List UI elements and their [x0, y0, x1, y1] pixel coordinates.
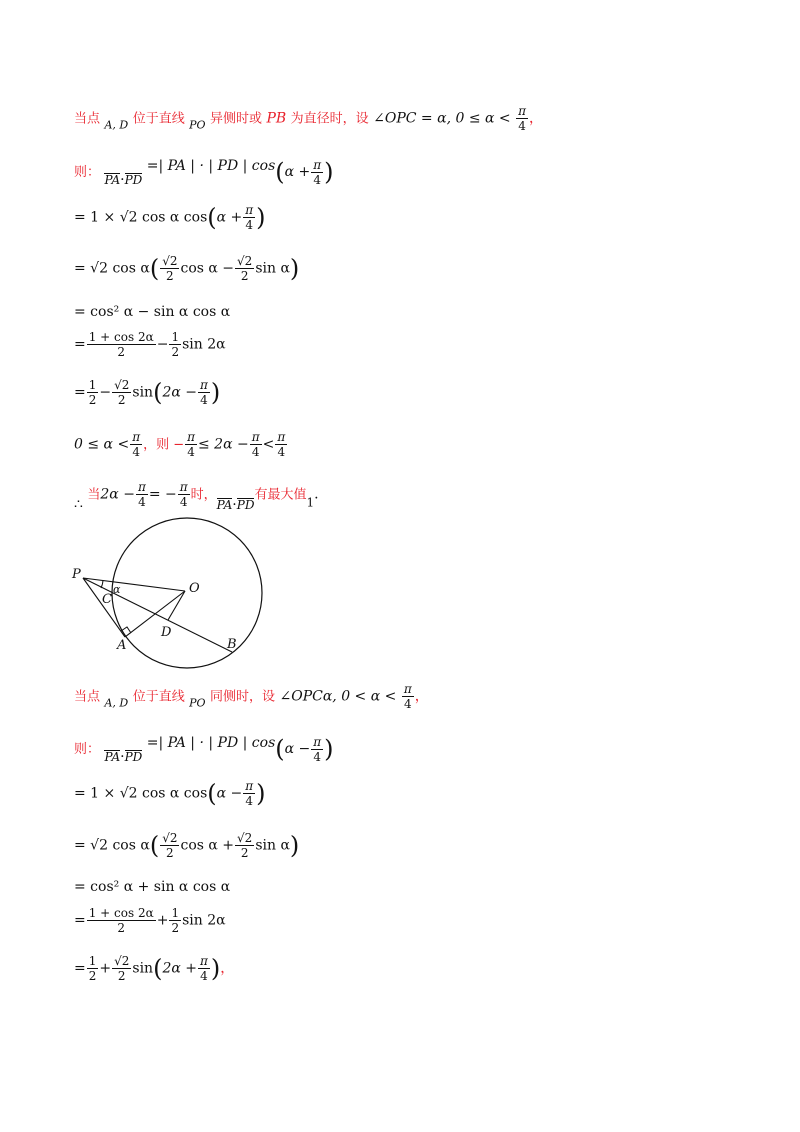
part1-eq2: = √2 cos α( $\frac{√2}{2}$ cos α − $\frac{√2}{2}$ sin α) — [74, 254, 300, 283]
text: 有最大值 — [254, 487, 307, 503]
fraction: $\frac{1}{2}$ — [88, 954, 97, 983]
fraction: $\frac{\pi}{4}$ — [132, 430, 141, 459]
expr: 0 ≤ α < — [74, 436, 130, 453]
label-A: A — [117, 638, 127, 653]
expr: = √2 cos α — [74, 260, 150, 277]
expr: α − — [216, 785, 243, 802]
points-label: A, D — [104, 696, 129, 710]
ze-label: 则： — [74, 165, 101, 180]
dot-product: PA·PD — [216, 496, 255, 513]
segment-PB — [83, 578, 232, 652]
period: . — [314, 486, 319, 503]
part1-eq0: 则： PA·PD =| PA | · | PD | cos(α + $\frac{\pi}{4}$ ) — [74, 157, 334, 188]
text: 异侧时或 — [210, 111, 263, 127]
op: − — [99, 384, 112, 401]
expr: sin α — [255, 837, 290, 854]
part1-eq1: = 1 × √2 cos α cos(α + $\frac{\pi}{4}$ ) — [74, 203, 266, 232]
points-label: A, D — [104, 118, 129, 132]
fraction: $\frac{\pi}{4}$ — [251, 430, 260, 459]
angle-def: ∠OPC = α, 0 ≤ α < — [373, 110, 511, 127]
geometry-figure — [60, 510, 290, 670]
expr: cos α + — [180, 837, 235, 854]
op: − — [156, 336, 169, 353]
expr: 2α + — [162, 960, 197, 977]
part1-eq4: = $\frac{1 + \cos 2\alpha}{2}$ − $\frac{1}{2}$ sin 2α — [74, 330, 226, 359]
part2-eq3 — [74, 878, 230, 896]
text: 为直径时，设 — [290, 111, 369, 127]
segment-OA — [125, 591, 185, 637]
expr: α + — [284, 164, 311, 180]
expr: = 1 × √2 cos α cos — [74, 785, 208, 802]
angle-arc — [101, 580, 103, 588]
fraction: $\frac{\pi}{4}$ — [245, 779, 254, 808]
part2-eq1: = 1 × √2 cos α cos(α − $\frac{\pi}{4}$ ) — [74, 779, 266, 808]
text: 同侧时，设 — [210, 689, 276, 705]
text: ，则 − — [143, 437, 185, 453]
text: 当 — [87, 487, 101, 503]
fraction: $\frac{√2}{2}$ — [162, 254, 178, 283]
expr: α − — [284, 741, 311, 757]
circle — [112, 518, 262, 668]
fraction: $\frac{\pi}{4}$ — [137, 480, 146, 509]
label-B: B — [227, 637, 237, 652]
part1-eq5: = $\frac{1}{2}$ − $\frac{√2}{2}$ sin(2α − $\frac{\pi}{4}$ ) — [74, 378, 221, 407]
fraction: $\frac{√2}{2}$ — [162, 831, 178, 860]
fraction: $\frac{√2}{2}$ — [114, 954, 130, 983]
part2-eq0: 则： PA·PD =| PA | · | PD | cos(α − $\frac{\pi}{4}$ ) — [74, 734, 334, 765]
fraction: $\frac{1 + \cos 2\alpha}{2}$ — [88, 330, 154, 359]
fraction: $\frac{\pi}{4}$ — [200, 378, 208, 407]
text: 位于直线 — [132, 689, 185, 705]
fraction: $\frac{\pi}{4}$ — [187, 430, 195, 459]
part1-conclusion — [74, 480, 319, 514]
fraction: $\frac{\pi}{4}$ — [403, 682, 412, 711]
dot-product: PA·PD — [104, 172, 143, 188]
expr: = cos² α + sin α cos α — [74, 879, 231, 895]
expr: sin — [132, 960, 154, 977]
fraction: $\frac{\pi}{4}$ — [179, 480, 188, 509]
segment-PO — [83, 578, 185, 591]
part2-intro — [74, 682, 429, 713]
expr: = √2 cos α — [74, 837, 150, 854]
fraction: $\frac{\pi}{4}$ — [313, 734, 322, 764]
fraction: $\frac{1 + \cos 2\alpha}{2}$ — [88, 906, 154, 935]
ze-label: 则： — [74, 742, 101, 757]
expr: ≤ 2α − — [198, 436, 249, 453]
label-alpha: α — [113, 583, 121, 596]
expr: α + — [216, 209, 243, 226]
text: 位于直线 — [132, 111, 185, 127]
fraction: $\frac{\pi}{4}$ — [200, 954, 208, 983]
text: 当点 — [74, 111, 101, 127]
expr: cos α − — [180, 260, 235, 277]
segment-OD — [168, 591, 185, 620]
comma: ， — [414, 688, 429, 705]
fraction: $\frac{\pi}{4}$ — [313, 157, 322, 187]
expr: =| PA | · | PD | cos — [146, 158, 276, 174]
part2-eq2: = √2 cos α( $\frac{√2}{2}$ cos α + $\frac{√2}{2}$ sin α) — [74, 831, 300, 860]
comma: ， — [220, 960, 235, 977]
expr: sin 2α — [182, 336, 226, 353]
expr: sin — [132, 384, 154, 401]
therefore-symbol: ∴ — [74, 496, 83, 513]
expr: 2α − — [162, 384, 197, 401]
part1-range — [74, 430, 288, 459]
fraction: $\frac{\pi}{4}$ — [277, 430, 286, 459]
fraction: $\frac{1}{2}$ — [171, 906, 180, 935]
angle-def: ∠OPCα, 0 < α < — [279, 688, 397, 705]
text: 时， — [190, 487, 217, 503]
expr: 2α − — [100, 486, 135, 503]
fraction: $\frac{\pi}{4}$ — [245, 203, 254, 232]
fraction: $\frac{√2}{2}$ — [237, 831, 253, 860]
part1-eq3 — [74, 303, 230, 321]
comma: ， — [528, 110, 543, 127]
op: < — [262, 436, 275, 453]
expr: = 1 × √2 cos α cos — [74, 209, 208, 226]
part2-eq5: = $\frac{1}{2}$ + $\frac{√2}{2}$ sin(2α + $\frac{\pi}{4}$ )， — [74, 954, 235, 983]
fraction: $\frac{√2}{2}$ — [237, 254, 253, 283]
op: + — [99, 960, 112, 977]
label-P: P — [72, 567, 81, 582]
op: = — [74, 384, 86, 401]
line-label: PO — [189, 118, 206, 132]
label-D: D — [161, 625, 172, 640]
part1-intro — [74, 104, 543, 135]
expr: sin α — [255, 260, 290, 277]
expr: =| PA | · | PD | cos — [146, 735, 276, 751]
expr: = cos² α − sin α cos α — [74, 304, 231, 320]
op: + — [156, 912, 169, 929]
label-O: O — [189, 581, 200, 596]
fraction: $\frac{\pi}{4}$ — [518, 104, 526, 133]
max-value: 1 — [306, 495, 315, 510]
fraction: $\frac{1}{2}$ — [171, 330, 180, 359]
fraction: $\frac{1}{2}$ — [88, 378, 97, 407]
diameter-label: PB — [266, 110, 287, 127]
fraction: $\frac{√2}{2}$ — [114, 378, 130, 407]
label-C: C — [102, 592, 112, 607]
part2-eq4: = $\frac{1 + \cos 2\alpha}{2}$ + $\frac{1}{2}$ sin 2α — [74, 906, 226, 935]
line-label: PO — [189, 696, 206, 710]
op: = − — [148, 486, 177, 503]
expr: sin 2α — [182, 912, 226, 929]
dot-product: PA·PD — [104, 749, 143, 765]
text: 当点 — [74, 689, 101, 705]
op: = — [74, 960, 86, 977]
